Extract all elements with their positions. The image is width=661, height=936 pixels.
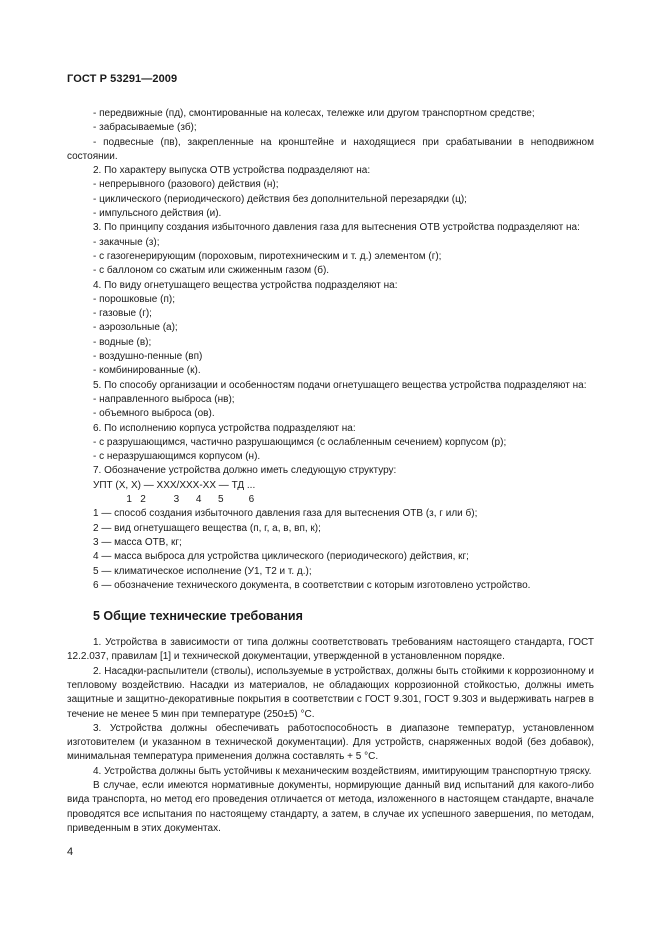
designation-structure: УПТ (Х, Х) — ХХХ/ХХХ-ХХ — ТД ... [93,479,256,491]
list-item: - водные (в); [93,336,152,348]
legend-item: 5 — климатическое исполнение (У1, Т2 и т. д.); [93,565,312,577]
paragraph: 7. Обозначение устройства должно иметь следующую структуру: [93,465,397,477]
paragraph: 4. По виду огнетушащего вещества устройства подразделяют на: [93,279,398,291]
list-item: - с неразрушающимся корпусом (н). [93,451,261,463]
designation-positions: 1 2 3 4 5 6 [93,494,255,506]
list-item: - порошковые (п); [93,293,175,305]
list-item: - направленного выброса (нв); [93,393,235,405]
legend-item: 1 — способ создания избыточного давления газа для вытеснения ОТВ (з, г или б); [93,508,478,520]
paragraph: 5. По способу организации и особенностям подачи огнетушащего вещества устройства подразделяют на: [93,379,587,391]
list-item: - передвижные (пд), смонтированные на колесах, тележке или другом транспортном средстве; [93,108,535,119]
legend-item: 3 — масса ОТВ, кг; [93,536,182,548]
paragraph: 3. По принципу создания избыточного давления газа для вытеснения ОТВ устройства подразделяют на: [93,222,580,234]
paragraph: 6. По исполнению корпуса устройства подразделяют на: [93,422,356,434]
paragraph: 2. По характеру выпуска ОТВ устройства подразделяют на: [93,165,371,177]
list-item: - импульсного действия (и). [93,208,222,220]
paragraph: 4. Устройства должны быть устойчивы к механическим воздействиям, имитирующим транспортную тряску. [93,765,592,777]
section-heading: 5 Общие технические требования [93,609,303,624]
legend-item: 4 — масса выброса для устройства циклического (периодического) действия, кг; [93,551,469,563]
list-item: - с баллоном со сжатым или сжиженным газом (б). [93,265,330,277]
list-item: - воздушно-пенные (вп) [93,351,203,363]
list-item: - с разрушающимся, частично разрушающимся (с ослабленным сечением) корпусом (р); [93,436,507,448]
page-number: 4 [67,846,74,858]
page-header: ГОСТ Р 53291—2009 [67,73,178,85]
list-item: - непрерывного (разового) действия (н); [93,179,279,191]
list-item: - комбинированные (к). [93,365,201,377]
document-body [67,107,594,836]
list-item: - циклического (периодического) действия без дополнительной перезарядки (ц); [93,193,467,205]
list-item: - закачные (з); [93,236,160,248]
paragraph: 1. Устройства в зависимости от типа должны соответствовать требованиям настоящего стандарта, ГОСТ 12.2.037, правилам [1] и технической документации, утвержденной в установленном порядке. [67,637,594,663]
paragraph: 2. Насадки-распылители (стволы), используемые в устройствах, должны быть стойкими к коррозионному и тепловому воздействию. Насадки из материалов, не обладающих коррозионной стойкостью, должны иметь защитные и защитно-декоративные покрытия в соответствии с ГОСТ 9.301, ГОСТ 9.303 и выдерживать нагрев в течение не менее 5 мин при температуре (250±5) °С. [67,665,594,720]
paragraph: В случае, если имеются нормативные документы, нормирующие данный вид испытаний для какого-либо вида транспорта, но метод его проведения отличается от метода, изложенного в настоящем стандарте, вначале проводятся все испытания по настоящему стандарту, а затем, в случае их успешного завершения, по методам, приведенным в этих документах. [67,780,594,834]
list-item: - забрасываемые (зб); [93,122,197,134]
paragraph: 3. Устройства должны обеспечивать работоспособность в диапазоне температур, установленном изготовителем (и указанном в технической документации). Для устройств, снаряженных водой (без добавок), минимальная температура применения должна составлять + 5 °С. [67,722,594,763]
legend-item: 2 — вид огнетушащего вещества (п, г, а, в, вп, к); [93,522,321,534]
list-item: - газовые (г); [93,308,152,320]
list-item: - аэрозольные (а); [93,322,178,334]
legend-item: 6 — обозначение технического документа, в соответствии с которым изготовлено устройство. [93,579,531,591]
list-item: - подвесные (пв), закрепленные на кронштейне и находящиеся при срабатывании в неподвижном состоянии. [67,136,594,162]
list-item: - с газогенерирующим (пороховым, пиротехническим и т. д.) элементом (г); [93,250,442,262]
list-item: - объемного выброса (ов). [93,408,215,420]
